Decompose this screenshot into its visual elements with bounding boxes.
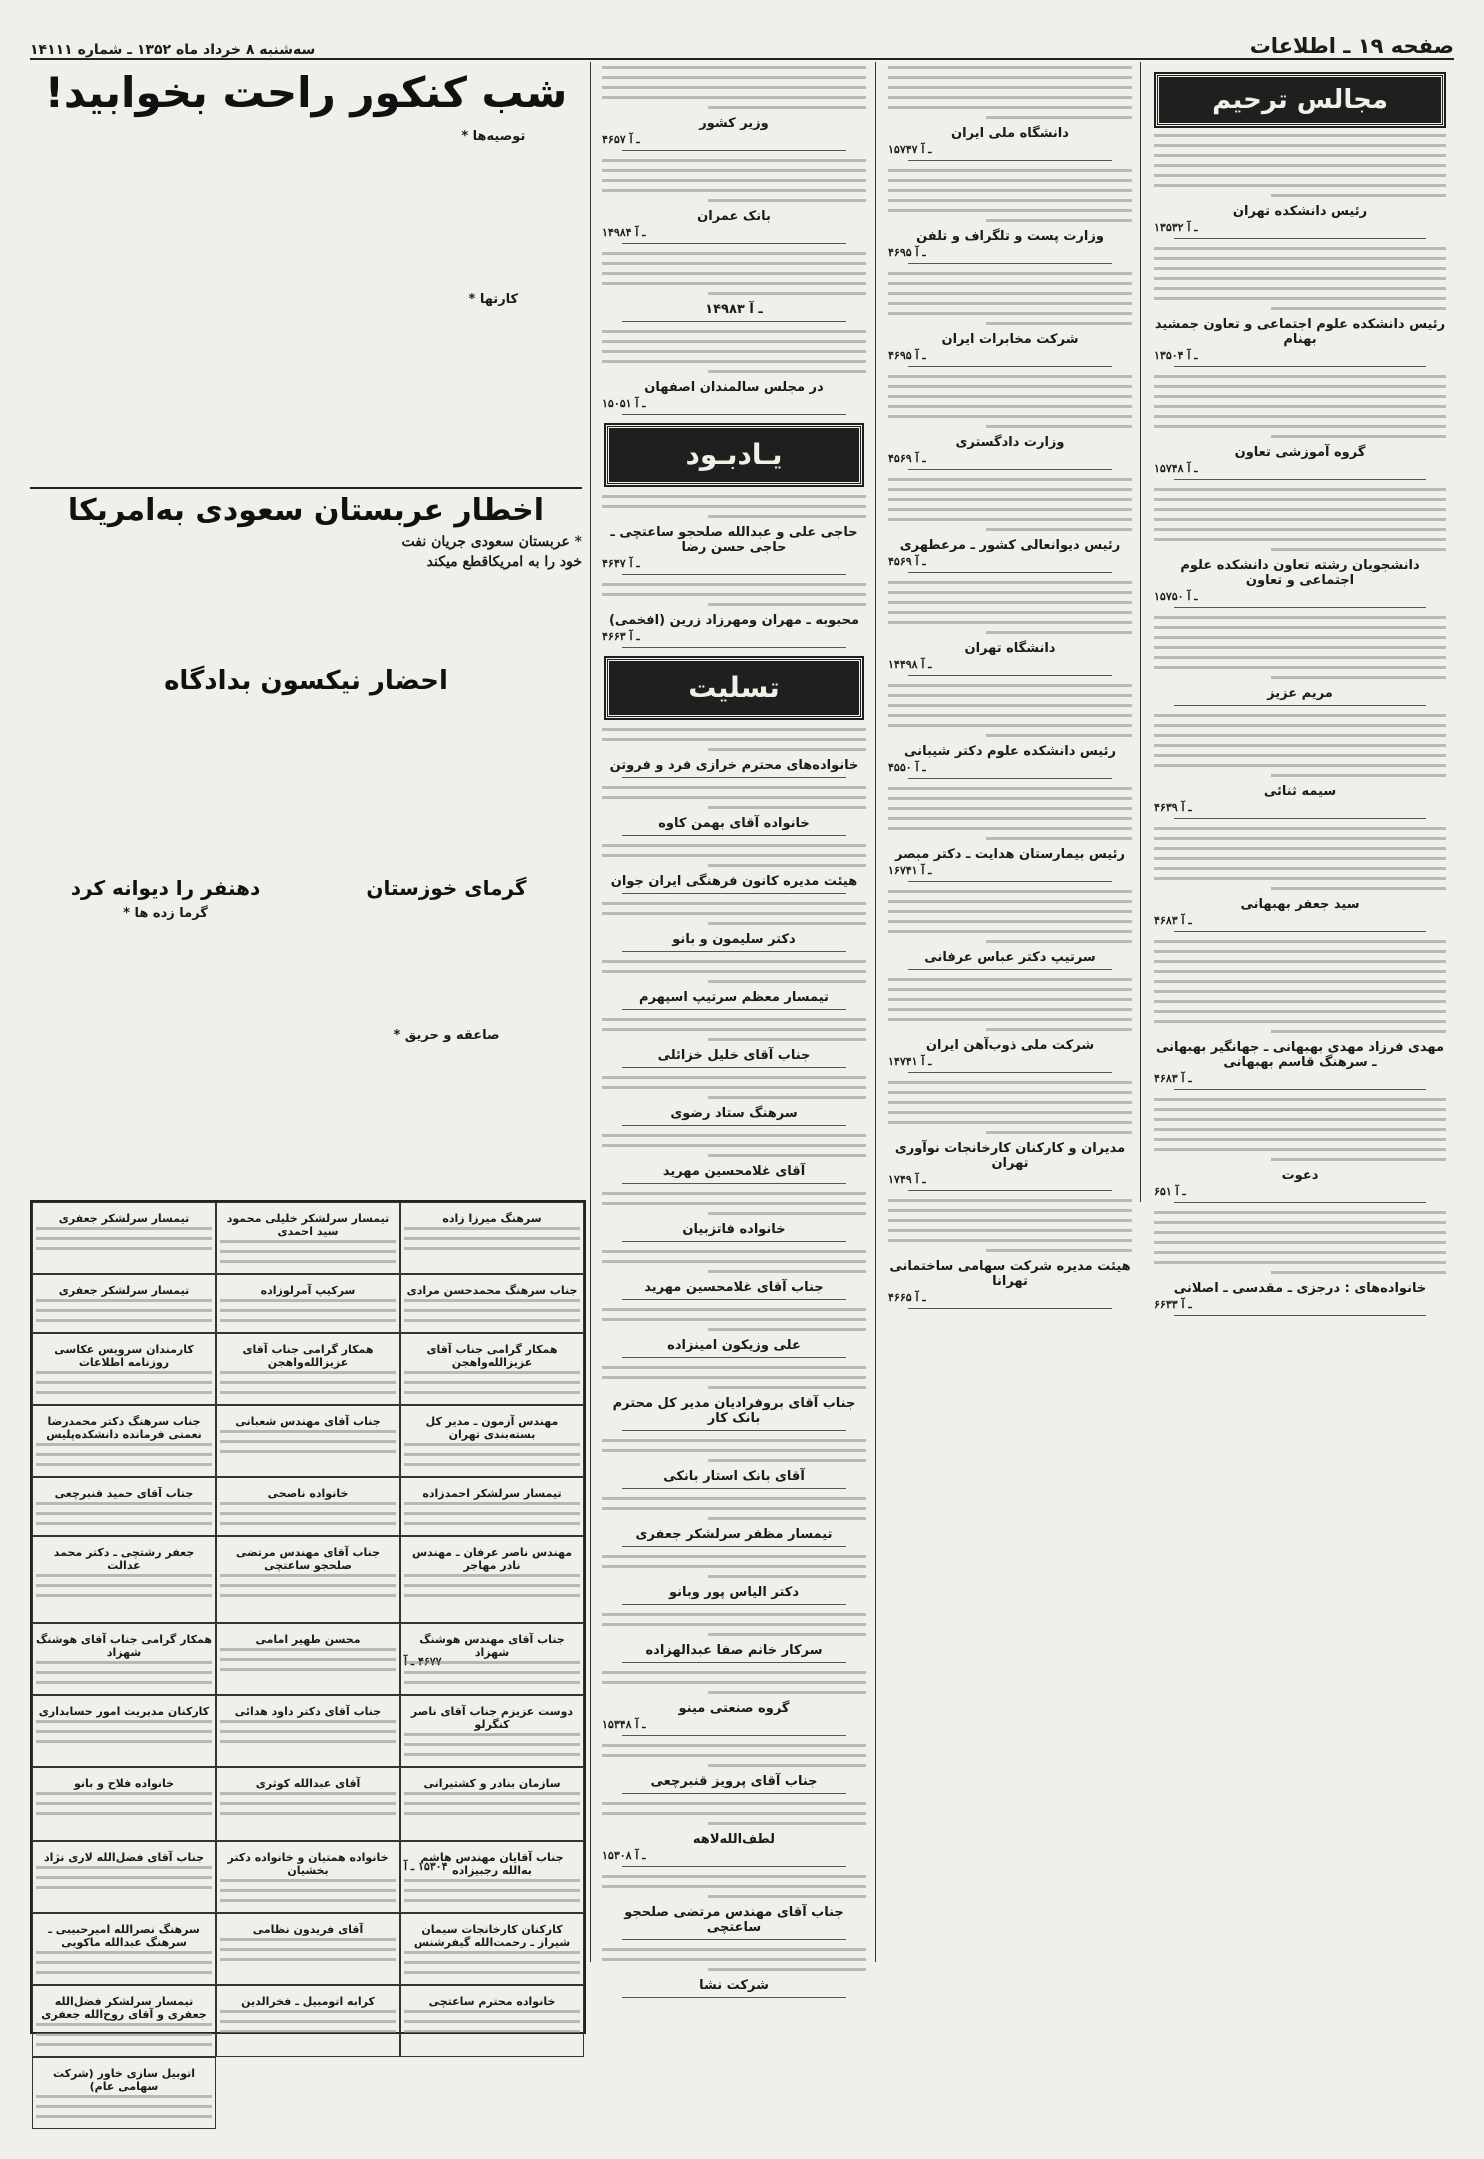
obituary-notice: [602, 1875, 866, 1940]
obituary-notice: [888, 978, 1132, 1073]
headline-nixon: احضار نیکسون بدادگاه: [164, 666, 448, 696]
notice-text: [602, 786, 866, 809]
condolence-box: [32, 2057, 216, 2129]
notice-title: سرتیپ دکتر عباس عرفانی: [924, 950, 1096, 965]
condolence-title: کرابه اتومبیل ـ فخرالدین: [241, 1995, 375, 2008]
condolence-title: اتوبیل سازی خاور (شرکت سهامی عام): [52, 2067, 196, 2093]
obituary-notice: [888, 66, 1132, 161]
obituary-notice: [1154, 714, 1446, 819]
notice-title: خانواده آقای بهمن کاوه: [658, 816, 810, 831]
condolence-box: [400, 1913, 584, 1985]
nixon-article-body: [30, 700, 582, 870]
condolence-title: تیمسار سرلشکر فضل‌الله جعفری و آقای روح‌الله جعفری: [41, 1995, 207, 2021]
obituary-notice: [602, 844, 866, 894]
notice-code: ۱۴۹۸۴ ـ آ: [602, 226, 646, 239]
condolence-box: [32, 1405, 216, 1477]
notice-title: مهدی فرزاد مهدی بهبهانی ـ جهانگیر بهبهانی ـ سرهنگ قاسم بهبهانی: [1155, 1040, 1445, 1070]
article-text-block: [405, 123, 582, 483]
notice-text: [602, 1744, 866, 1767]
obituary-notice: [602, 1802, 866, 1867]
notice-code: ۱۶۷۴۱ ـ آ: [888, 864, 932, 877]
notice-title: علی وزیکون امینزاده: [667, 1338, 801, 1353]
notice-text: [602, 1192, 866, 1215]
condolence-title: جناب آقای مهندس شعبانی: [235, 1415, 381, 1428]
condolence-box: [216, 1405, 400, 1477]
notice-text: [602, 1308, 866, 1331]
condolence-box: [216, 1913, 400, 1985]
khuzestan-right: [311, 874, 582, 1125]
notice-text: [602, 252, 866, 295]
notice-title: مریم عزیز: [1267, 686, 1333, 701]
notice-title: لطف‌الله‌لاهه: [692, 1832, 776, 1847]
notice-text: [1154, 247, 1446, 310]
notice-title: وزیر کشور: [699, 116, 769, 131]
notice-title: مدیران و کارکنان کارخانجات نوآوری تهران: [894, 1141, 1126, 1171]
article-text-block: [30, 532, 391, 662]
notice-text: [1154, 616, 1446, 679]
notice-title: جناب آقای بروفرادیان مدیر کل محترم بانک کار: [612, 1396, 856, 1426]
obituary-notice: [1154, 940, 1446, 1090]
condolence-title: جناب آقای مهندس مرتضی صلحجو ساعتچی: [235, 1546, 381, 1572]
notice-title: جناب آقای مهندس مرتضی صلحجو ساعتچی: [624, 1905, 844, 1935]
obituary-notice: [602, 1076, 866, 1126]
condolence-box: [216, 1767, 400, 1841]
notice-title: در مجلس سالمندان اصفهان: [644, 380, 824, 395]
notice-title: دکتر سلیمون و بانو: [672, 932, 796, 947]
condolence-title: خانواده ناصحی: [267, 1487, 349, 1500]
obituary-notice: [602, 252, 866, 322]
headline-saudi: اخطار عربستان سعودی به‌امریکا: [67, 493, 545, 528]
condolence-title: جناب آقایان مهندس هاشم به‌الله رجبیزاده: [420, 1851, 564, 1877]
notice-code: ۱۵۳۴۸ ـ آ: [602, 1718, 646, 1731]
notice-title: سید جعفر بهبهانی: [1240, 897, 1360, 912]
notice-title: سیمه ثنائی: [1263, 784, 1337, 799]
page-header: [30, 28, 1454, 60]
notice-text: [888, 890, 1132, 943]
obituary-list-right: [1150, 134, 1450, 1316]
condolence-title: تیمسار سرلشکر خلیلی محمود سید احمدی: [226, 1212, 390, 1238]
condolence-box: [216, 1536, 400, 1623]
condolence-title: سرکیپ آمرلوزاده: [260, 1284, 356, 1297]
obituary-notice: [888, 684, 1132, 779]
condolence-title: خانواده فلاح و بانو: [73, 1777, 175, 1790]
notice-text: [602, 1439, 866, 1462]
notice-code: ۶۶۳۳ ـ آ: [1154, 1298, 1192, 1311]
obituary-notice: [602, 1555, 866, 1605]
notice-title: ۱۴۹۸۳ ـ آ: [705, 302, 763, 317]
notice-title: جناب آقای غلامحسین مهرید: [644, 1280, 824, 1295]
notice-text: [602, 495, 866, 518]
notice-text: [602, 1366, 866, 1389]
notice-text: [888, 169, 1132, 222]
notice-text: [888, 478, 1132, 531]
notice-text: [602, 159, 866, 202]
notice-text: [602, 1076, 866, 1099]
column-divider: [1140, 62, 1141, 1202]
obituary-notice: [602, 159, 866, 244]
notice-title: خانواده فاتزبیان: [682, 1222, 786, 1237]
notice-text: [602, 1671, 866, 1694]
obituary-notice: [602, 902, 866, 952]
notice-title: گروه صنعتی مینو: [678, 1701, 790, 1716]
notice-code: ۱۴۷۴۱ ـ آ: [888, 1055, 932, 1068]
condolence-title: تیمسار سرلشکر احمدزاده: [422, 1487, 562, 1500]
condolence-box: [32, 1695, 216, 1767]
section-banner-tasliat: تسلیت: [606, 658, 862, 718]
condolence-code: ۱۵۳۰۴ ـ آ: [404, 1860, 448, 1873]
notice-code: ۴۶۶۵ ـ آ: [888, 1291, 926, 1304]
obituary-list-mid-right: [884, 66, 1136, 1309]
condolence-box: [216, 1274, 400, 1333]
condolence-box: [400, 1623, 584, 1695]
notice-title: هیئت مدیره شرکت سهامی ساختمانی تهرانا: [889, 1259, 1131, 1289]
subhead-kartha: * کارتها: [468, 292, 519, 307]
condolence-title: همکار گرامی جناب آقای عزیزالله‌واهجن: [242, 1343, 374, 1369]
notice-title: دانشگاه ملی ایران: [951, 126, 1069, 141]
notice-text: [1154, 940, 1446, 1033]
notice-title: محبوبه ـ مهران ومهرزاد زرین (افخمی): [608, 613, 860, 628]
notice-text: [602, 1948, 866, 1971]
obituary-notice: [1154, 616, 1446, 706]
condolence-title: دوست عزیزم جناب آقای ناصر کنگرلو: [410, 1705, 574, 1731]
notice-title: جناب آقای خلیل خزائلی: [657, 1048, 811, 1063]
condolence-title: سازمان بنادر و کشتیرانی: [423, 1777, 561, 1790]
notice-code: ۴۶۶۳ ـ آ: [602, 630, 640, 643]
notice-code: ۴۶۸۳ ـ آ: [1154, 914, 1192, 927]
notice-title: بانک عمران: [697, 209, 771, 224]
condolence-box: [400, 1841, 584, 1913]
obituary-notice: [602, 66, 866, 151]
condolence-title: همکار گرامی جناب آقای هوشنگ شهزاد: [35, 1633, 212, 1659]
notice-text: [888, 272, 1132, 325]
notice-title: رئیس دانشکده تهران: [1232, 204, 1368, 219]
obituary-notice: [602, 583, 866, 648]
condolence-title: آقای عبدالله کوثری: [255, 1777, 361, 1790]
condolence-title: کارمندان سرویس عکاسی روزنامه اطلاعات: [54, 1343, 194, 1369]
subhead-saeghe: * صاعقه و حریق: [393, 1028, 500, 1043]
condolence-box: [216, 1985, 400, 2057]
notice-title: حاجی علی و عبدالله صلحجو ساعتچی ـ حاجی حسن رضا: [610, 525, 858, 555]
saudi-kicker: * عربستان سعودی جریان نفت خود را به امریکاقطع میکند: [401, 534, 582, 570]
notice-code: ۶۵۱ ـ آ: [1154, 1185, 1186, 1198]
article-text-block: [311, 700, 582, 870]
obituary-column-mid-left: [598, 62, 870, 2028]
notice-title: هیئت مدیره کانون فرهنگی ایران جوان: [610, 874, 858, 889]
obituary-notice: [602, 495, 866, 575]
condolence-box: [32, 1985, 216, 2057]
condolence-title: کارکنان کارخانجات سیمان شیراز ـ رحمت‌الله گیفرشنس: [413, 1923, 571, 1949]
notice-code: ۱۵۰۵۱ ـ آ: [602, 397, 646, 410]
condolence-title: سرهنگ نصرالله امیرحبیبی ـ سرهنگ عبدالله ماکویی: [48, 1923, 200, 1949]
condolence-box: [400, 1695, 584, 1767]
obituary-notice: [888, 581, 1132, 676]
notice-text: [1154, 1098, 1446, 1161]
condolence-box: [400, 1202, 584, 1274]
notice-text: [602, 1018, 866, 1041]
obituary-column-right: [1150, 62, 1450, 2028]
obituary-notice: [602, 330, 866, 415]
notice-text: [1154, 714, 1446, 777]
notice-title: دانشگاه تهران: [964, 641, 1056, 656]
notice-text: [888, 1199, 1132, 1252]
condolence-box: [400, 1405, 584, 1477]
khuzestan-article: [30, 874, 582, 1125]
condolence-box: [32, 1202, 216, 1274]
condolence-box: [32, 1333, 216, 1405]
notice-title: شرکت ملی ذوب‌آهن ایران: [925, 1038, 1095, 1053]
notice-code: ۴۶۳۹ ـ آ: [1154, 801, 1192, 814]
condolence-title: جناب سرهنگ دکتر محمدرضا نعمتی فرمانده دانشکده‌پلیس: [46, 1415, 202, 1441]
obituary-notice: [602, 1192, 866, 1242]
condolence-title: همکار گرامی جناب آقای عزیزالله‌واهجن: [426, 1343, 558, 1369]
obituary-notice: [888, 787, 1132, 882]
issue-date: سه‌شنبه ۸ خرداد ماه ۱۳۵۲ ـ شماره ۱۴۱۱۱: [30, 42, 316, 58]
condolence-title: جناب سرهنگ محمدحسن مرادی: [406, 1284, 578, 1297]
condolence-box: [400, 1274, 584, 1333]
subhead-garmazadeha: * گرما زده ها: [123, 906, 208, 921]
notice-text: [1154, 827, 1446, 890]
notice-code: ۱۳۵۳۲ ـ آ: [1154, 221, 1198, 234]
obituary-notice: [1154, 247, 1446, 367]
notice-text: [888, 375, 1132, 428]
notice-code: ۱۵۳۰۸ ـ آ: [602, 1849, 646, 1862]
condolence-box: [216, 1841, 400, 1913]
notice-code: ۴۶۸۳ ـ آ: [1154, 1072, 1192, 1085]
condolence-title: مهندس ناصر عرفان ـ مهندس نادر مهاجر: [411, 1546, 573, 1572]
section-banner-yadbood: یـادبـود: [606, 425, 862, 485]
obituary-notice: [888, 169, 1132, 264]
obituary-notice: [602, 1018, 866, 1068]
notice-text: [1154, 134, 1446, 197]
notice-text: [602, 1134, 866, 1157]
condolence-box: [400, 1536, 584, 1623]
article-text-block: [217, 123, 394, 483]
obituary-notice: [1154, 488, 1446, 608]
notice-text: [602, 902, 866, 925]
obituary-notice: [888, 478, 1132, 573]
notice-title: تیمسار مظفر سرلشکر جعفری: [635, 1527, 833, 1542]
condolence-grid: [30, 1200, 586, 2093]
obituary-notice: [602, 1948, 866, 1998]
condolence-title: جناب آقای مهندس هوشنگ شهزاد: [419, 1633, 565, 1659]
notice-text: [602, 844, 866, 867]
notice-title: دعوت: [1281, 1168, 1319, 1183]
notice-title: آقای غلامحسین مهرید: [662, 1164, 806, 1179]
condolence-title: سرهنگ میرزا زاده: [442, 1212, 542, 1225]
condolence-title: خانواده محترم ساعتچی: [428, 1995, 556, 2008]
saudi-article-body: [30, 532, 582, 662]
notice-title: وزارت دادگستری: [955, 435, 1065, 450]
notice-text: [602, 66, 866, 109]
notice-title: وزارت پست و تلگراف و تلفن: [916, 229, 1104, 244]
condolence-box: [400, 1477, 584, 1536]
notice-text: [888, 787, 1132, 840]
notice-title: تیمسار معظم سرتیپ اسپهرم: [639, 990, 829, 1005]
notice-text: [888, 978, 1132, 1031]
condolence-box: [32, 1536, 216, 1623]
obituary-notice: [1154, 134, 1446, 239]
condolence-box: [216, 1623, 400, 1695]
obituary-notice: [602, 1439, 866, 1489]
headline-konkur: شب کنکور راحت بخوابید!: [44, 68, 568, 117]
obituary-notice: [602, 1671, 866, 1736]
notice-code: ۴۶۹۵ ـ آ: [888, 349, 926, 362]
condolence-title: محسن طهیر امامی: [255, 1633, 361, 1646]
condolence-box: [216, 1202, 400, 1274]
condolence-box: [216, 1333, 400, 1405]
notice-code: ۱۷۴۹ ـ آ: [888, 1173, 926, 1186]
condolence-box: [400, 1985, 584, 2057]
notice-text: [602, 1875, 866, 1898]
notice-title: رئیس بیمارستان هدایت ـ دکتر مبصر: [895, 847, 1125, 862]
obituary-notice: [602, 1250, 866, 1300]
condolence-box: [216, 1695, 400, 1767]
condolence-title: جناب آقای حمید قنبرچعی: [54, 1487, 194, 1500]
notice-code: ۱۵۷۴۸ ـ آ: [1154, 462, 1198, 475]
notice-text: [888, 1081, 1132, 1134]
notice-code: ۴۵۵۰ ـ آ: [888, 761, 926, 774]
notice-code: ۴۶۵۷ ـ آ: [602, 133, 640, 146]
subhead-tosiyeha: * توصیه‌ها: [461, 129, 526, 144]
notice-text: [602, 1250, 866, 1273]
condolence-title: تیمسار سرلشکر جعفری: [58, 1284, 190, 1297]
obituary-notice: [602, 960, 866, 1010]
notice-title: دکتر الیاس پور وبانو: [668, 1585, 800, 1600]
obituary-notice: [602, 1366, 866, 1431]
notice-code: ۱۳۵۰۴ ـ آ: [1154, 349, 1198, 362]
obituary-column-mid-right: [884, 62, 1136, 2028]
headline-khuzestan: گرمای خوزستان: [366, 876, 527, 900]
notice-text: [602, 960, 866, 983]
condolence-box: [400, 1333, 584, 1405]
condolence-box: [32, 1274, 216, 1333]
obituary-notice: [1154, 1098, 1446, 1203]
notice-text: [602, 583, 866, 606]
condolence-box: [32, 1841, 216, 1913]
notice-text: [602, 1555, 866, 1578]
notice-text: [1154, 375, 1446, 438]
condolence-title: جناب آقای دکتر داود هدائی: [234, 1705, 382, 1718]
page-label: صفحه ۱۹ ـ اطلاعات: [1249, 34, 1454, 58]
notice-title: گروه آموزشی تعاون: [1234, 445, 1366, 460]
obituary-notice: [602, 786, 866, 836]
notice-code: ۱۴۴۹۸ ـ آ: [888, 658, 932, 671]
section-banner-majales: مجالس ترحیم: [1156, 74, 1444, 126]
obituary-list-mid-left: [598, 66, 870, 1998]
news-column-left: [30, 62, 582, 1192]
condolence-box: [32, 1477, 216, 1536]
condolence-box: [32, 1913, 216, 1985]
obituary-notice: [1154, 1211, 1446, 1316]
obituary-notice: [1154, 827, 1446, 932]
obituary-notice: [1154, 375, 1446, 480]
condolence-title: جعفر رشتچی ـ دکتر محمد عدالت: [53, 1546, 195, 1572]
notice-title: خانواده‌های محترم خرازی فرد و فروتن: [609, 758, 859, 773]
headline-khuzestan-kicker: دهنفر را دیوانه کرد: [70, 876, 261, 900]
obituary-notice: [888, 272, 1132, 367]
notice-text: [602, 728, 866, 751]
obituary-notice: [602, 1308, 866, 1358]
notice-text: [1154, 488, 1446, 551]
notice-text: [602, 1497, 866, 1520]
notice-text: [888, 581, 1132, 634]
condolence-title: کارکنان مدیریت امور حسابداری: [38, 1705, 210, 1718]
notice-text: [602, 1802, 866, 1825]
notice-code: ۴۵۶۹ ـ آ: [888, 452, 926, 465]
notice-code: ۱۵۷۵۰ ـ آ: [1154, 590, 1198, 603]
notice-title: شرکت مخابرات ایران: [941, 332, 1079, 347]
obituary-notice: [602, 728, 866, 778]
obituary-notice: [888, 1081, 1132, 1191]
condolence-title: مهندس آزمون ـ مدیر کل بسته‌بندی تهران: [425, 1415, 559, 1441]
notice-title: رئیس دانشکده علوم اجتماعی و تعاون جمشید بهنام: [1154, 317, 1446, 347]
obituary-notice: [602, 1134, 866, 1184]
notice-title: رئیس دانشکده علوم دکتر شیبانی: [904, 744, 1116, 759]
obituary-notice: [888, 1199, 1132, 1309]
notice-title: خانواده‌های : درجزی ـ مقدسی ـ اصلانی: [1173, 1281, 1427, 1296]
obituary-notice: [602, 1744, 866, 1794]
column-divider: [875, 62, 876, 1962]
obituary-notice: [888, 375, 1132, 470]
notice-text: [888, 684, 1132, 737]
obituary-notice: [602, 1613, 866, 1663]
notice-text: [1154, 1211, 1446, 1274]
article-text-block: [30, 700, 301, 870]
notice-text: [602, 330, 866, 373]
condolence-box: [216, 1477, 400, 1536]
notice-title: رئیس دیوانعالی کشور ـ مرعطهری: [899, 538, 1121, 553]
notice-title: شرکت نشا: [699, 1978, 769, 1993]
notice-code: ۴۵۶۹ ـ آ: [888, 555, 926, 568]
condolence-title: جناب آقای فضل‌الله لاری نژاد: [43, 1851, 205, 1864]
notice-code: ۱۵۷۴۷ ـ آ: [888, 143, 932, 156]
notice-title: سرهنگ ستاد رضوی: [670, 1106, 798, 1121]
konkur-article-body: [30, 123, 582, 483]
notice-title: آقای بانک استار بانکی: [663, 1469, 805, 1484]
notice-text: [602, 1613, 866, 1636]
condolence-title: آقای فریدون نظامی: [252, 1923, 364, 1936]
obituary-notice: [888, 890, 1132, 970]
notice-title: سرکار خانم صفا عبدالهزاده: [645, 1643, 823, 1658]
notice-title: جناب آقای پرویز قنبرچعی: [650, 1774, 818, 1789]
notice-text: [888, 66, 1132, 119]
notice-code: ۴۶۹۵ ـ آ: [888, 246, 926, 259]
notice-code: ۴۶۴۷ ـ آ: [602, 557, 640, 570]
condolence-box: [32, 1623, 216, 1695]
condolence-title: تیمسار سرلشکر جعفری: [58, 1212, 190, 1225]
khuzestan-left: [30, 874, 301, 1125]
condolence-title: خانواده همتیان و خانواده دکتر بخشیان: [227, 1851, 389, 1877]
notice-title: دانشجویان رشته تعاون دانشکده علوم اجتماعی و تعاون: [1180, 558, 1420, 588]
condolence-box: [32, 1767, 216, 1841]
column-divider: [590, 62, 591, 1962]
obituary-notice: [602, 1497, 866, 1547]
article-text-block: [30, 123, 207, 483]
